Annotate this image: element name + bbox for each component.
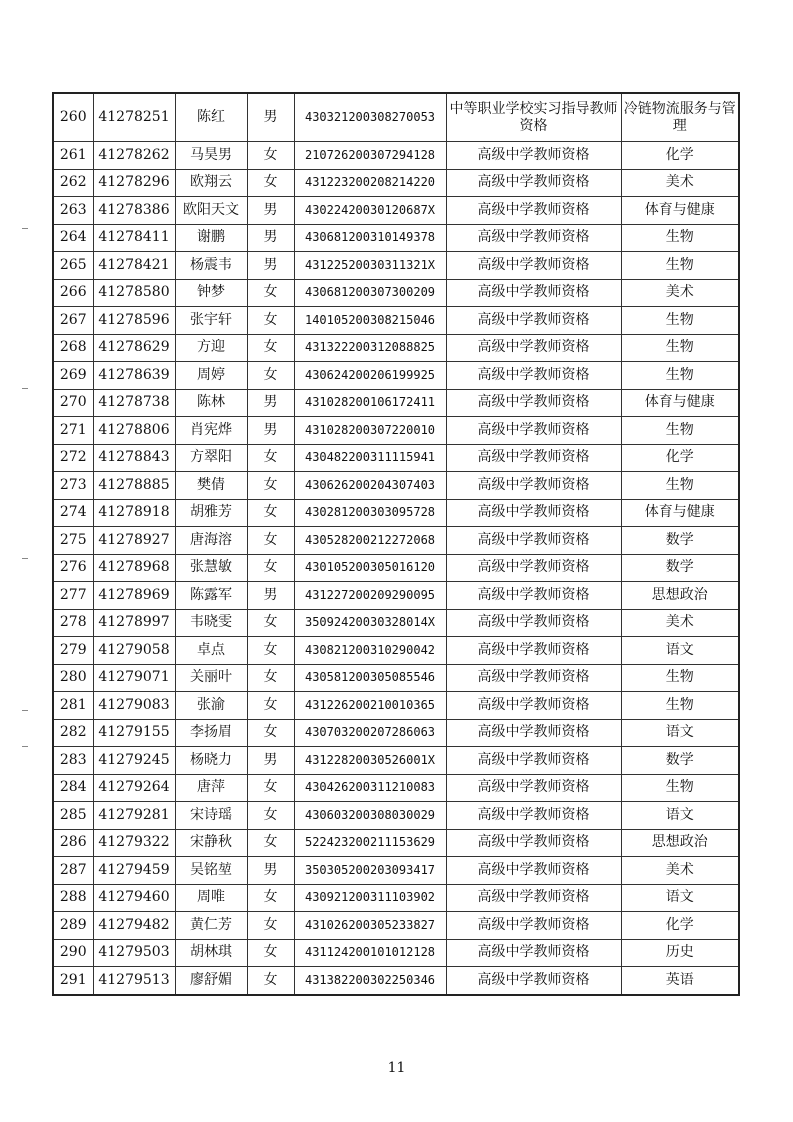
table-row [53, 252, 739, 280]
id-number-cell: 431028200307220010 [294, 417, 446, 445]
qualification-cell: 高级中学教师资格 [446, 224, 621, 252]
exam-id-cell: 41279281 [93, 802, 175, 830]
subject-cell: 生物 [621, 334, 739, 362]
name-cell: 杨震韦 [175, 252, 247, 280]
row-number-cell: 276 [53, 554, 93, 582]
id-number-cell: 431223200208214220 [294, 169, 446, 197]
table-row [53, 719, 739, 747]
gender-cell: 男 [247, 747, 294, 775]
gender-cell: 女 [247, 719, 294, 747]
subject-cell: 语文 [621, 719, 739, 747]
qualification-cell: 高级中学教师资格 [446, 829, 621, 857]
id-number-cell: 43122520030311321X [294, 252, 446, 280]
subject-cell: 美术 [621, 169, 739, 197]
name-cell: 宋诗瑶 [175, 802, 247, 830]
id-number-cell: 430482200311115941 [294, 444, 446, 472]
gender-cell: 女 [247, 967, 294, 995]
row-number-cell: 288 [53, 884, 93, 912]
row-number-cell: 278 [53, 609, 93, 637]
table-row [53, 417, 739, 445]
subject-cell: 思想政治 [621, 582, 739, 610]
page-number: 11 [387, 1060, 406, 1076]
row-number-cell: 291 [53, 967, 93, 995]
scan-edge-mark [22, 388, 28, 389]
table-row [53, 362, 739, 390]
qualification-cell: 高级中学教师资格 [446, 747, 621, 775]
name-cell: 樊倩 [175, 472, 247, 500]
scan-edge-mark [22, 746, 28, 747]
name-cell: 陈红 [175, 93, 247, 142]
name-cell: 马昊男 [175, 142, 247, 170]
table-row [53, 609, 739, 637]
exam-id-cell: 41278968 [93, 554, 175, 582]
qualification-cell: 高级中学教师资格 [446, 664, 621, 692]
qualification-cell: 高级中学教师资格 [446, 637, 621, 665]
row-number-cell: 273 [53, 472, 93, 500]
id-number-cell: 430821200310290042 [294, 637, 446, 665]
row-number-cell: 286 [53, 829, 93, 857]
row-number-cell: 265 [53, 252, 93, 280]
exam-id-cell: 41278969 [93, 582, 175, 610]
row-number-cell: 262 [53, 169, 93, 197]
table-row [53, 774, 739, 802]
subject-cell: 生物 [621, 472, 739, 500]
subject-cell: 生物 [621, 224, 739, 252]
subject-cell: 化学 [621, 912, 739, 940]
row-number-cell: 277 [53, 582, 93, 610]
subject-cell: 语文 [621, 884, 739, 912]
gender-cell: 女 [247, 912, 294, 940]
subject-cell: 化学 [621, 444, 739, 472]
table-row [53, 93, 739, 142]
table-row [53, 582, 739, 610]
subject-cell: 生物 [621, 252, 739, 280]
exam-id-cell: 41279155 [93, 719, 175, 747]
id-number-cell: 43022420030120687X [294, 197, 446, 225]
exam-id-cell: 41279058 [93, 637, 175, 665]
qualification-cell: 高级中学教师资格 [446, 692, 621, 720]
qualification-cell: 高级中学教师资格 [446, 417, 621, 445]
qualification-cell: 高级中学教师资格 [446, 499, 621, 527]
gender-cell: 女 [247, 142, 294, 170]
id-number-cell: 430603200308030029 [294, 802, 446, 830]
gender-cell: 男 [247, 93, 294, 142]
gender-cell: 男 [247, 252, 294, 280]
id-number-cell: 430624200206199925 [294, 362, 446, 390]
name-cell: 胡林琪 [175, 939, 247, 967]
qualification-cell: 高级中学教师资格 [446, 307, 621, 335]
subject-cell: 历史 [621, 939, 739, 967]
row-number-cell: 285 [53, 802, 93, 830]
name-cell: 周唯 [175, 884, 247, 912]
id-number-cell: 522423200211153629 [294, 829, 446, 857]
row-number-cell: 264 [53, 224, 93, 252]
subject-cell: 美术 [621, 857, 739, 885]
exam-id-cell: 41278251 [93, 93, 175, 142]
table-row [53, 169, 739, 197]
gender-cell: 女 [247, 554, 294, 582]
row-number-cell: 263 [53, 197, 93, 225]
scan-edge-mark [22, 228, 28, 229]
gender-cell: 女 [247, 939, 294, 967]
row-number-cell: 279 [53, 637, 93, 665]
table-row [53, 637, 739, 665]
gender-cell: 男 [247, 224, 294, 252]
id-number-cell: 430581200305085546 [294, 664, 446, 692]
qualification-cell: 高级中学教师资格 [446, 857, 621, 885]
id-number-cell: 350305200203093417 [294, 857, 446, 885]
subject-cell: 数学 [621, 747, 739, 775]
exam-id-cell: 41278596 [93, 307, 175, 335]
row-number-cell: 267 [53, 307, 93, 335]
id-number-cell: 210726200307294128 [294, 142, 446, 170]
gender-cell: 女 [247, 307, 294, 335]
table-row [53, 444, 739, 472]
exam-id-cell: 41279460 [93, 884, 175, 912]
id-number-cell: 431227200209290095 [294, 582, 446, 610]
id-number-cell: 43122820030526001X [294, 747, 446, 775]
gender-cell: 女 [247, 884, 294, 912]
gender-cell: 男 [247, 857, 294, 885]
name-cell: 唐海溶 [175, 527, 247, 555]
qualification-cell: 高级中学教师资格 [446, 609, 621, 637]
id-number-cell: 430105200305016120 [294, 554, 446, 582]
qualification-cell: 高级中学教师资格 [446, 719, 621, 747]
row-number-cell: 269 [53, 362, 93, 390]
exam-id-cell: 41279083 [93, 692, 175, 720]
name-cell: 张渝 [175, 692, 247, 720]
exam-id-cell: 41279482 [93, 912, 175, 940]
qualification-cell: 高级中学教师资格 [446, 554, 621, 582]
exam-id-cell: 41279245 [93, 747, 175, 775]
table-row [53, 857, 739, 885]
id-number-cell: 35092420030328014X [294, 609, 446, 637]
gender-cell: 女 [247, 664, 294, 692]
subject-cell: 语文 [621, 637, 739, 665]
exam-id-cell: 41278421 [93, 252, 175, 280]
table-row [53, 554, 739, 582]
row-number-cell: 283 [53, 747, 93, 775]
scan-edge-mark [22, 710, 28, 711]
table-row [53, 912, 739, 940]
table-row [53, 499, 739, 527]
exam-id-cell: 41278927 [93, 527, 175, 555]
gender-cell: 男 [247, 582, 294, 610]
table-row [53, 692, 739, 720]
scan-edge-mark [22, 558, 28, 559]
id-number-cell: 430426200311210083 [294, 774, 446, 802]
id-number-cell: 430921200311103902 [294, 884, 446, 912]
name-cell: 关丽叶 [175, 664, 247, 692]
gender-cell: 女 [247, 774, 294, 802]
subject-cell: 美术 [621, 609, 739, 637]
table-row [53, 939, 739, 967]
name-cell: 欧翔云 [175, 169, 247, 197]
exam-id-cell: 41279459 [93, 857, 175, 885]
exam-id-cell: 41279322 [93, 829, 175, 857]
exam-id-cell: 41278806 [93, 417, 175, 445]
name-cell: 廖舒媚 [175, 967, 247, 995]
row-number-cell: 261 [53, 142, 93, 170]
row-number-cell: 270 [53, 389, 93, 417]
row-number-cell: 289 [53, 912, 93, 940]
table-row [53, 389, 739, 417]
subject-cell: 英语 [621, 967, 739, 995]
table-row [53, 967, 739, 995]
id-number-cell: 431026200305233827 [294, 912, 446, 940]
subject-cell: 生物 [621, 307, 739, 335]
name-cell: 陈露军 [175, 582, 247, 610]
exam-id-cell: 41278738 [93, 389, 175, 417]
row-number-cell: 260 [53, 93, 93, 142]
subject-cell: 体育与健康 [621, 499, 739, 527]
name-cell: 吴铭堃 [175, 857, 247, 885]
name-cell: 胡雅芳 [175, 499, 247, 527]
subject-cell: 生物 [621, 362, 739, 390]
gender-cell: 女 [247, 444, 294, 472]
id-number-cell: 431028200106172411 [294, 389, 446, 417]
name-cell: 谢鹏 [175, 224, 247, 252]
qualification-cell: 中等职业学校实习指导教师资格 [446, 93, 621, 142]
exam-id-cell: 41279264 [93, 774, 175, 802]
subject-cell: 数学 [621, 527, 739, 555]
gender-cell: 女 [247, 829, 294, 857]
subject-cell: 生物 [621, 417, 739, 445]
qualification-cell: 高级中学教师资格 [446, 444, 621, 472]
subject-cell: 体育与健康 [621, 197, 739, 225]
id-number-cell: 431322200312088825 [294, 334, 446, 362]
table-row [53, 334, 739, 362]
gender-cell: 女 [247, 692, 294, 720]
table-row [53, 472, 739, 500]
qualification-cell: 高级中学教师资格 [446, 802, 621, 830]
id-number-cell: 430321200308270053 [294, 93, 446, 142]
gender-cell: 男 [247, 389, 294, 417]
exam-id-cell: 41278639 [93, 362, 175, 390]
name-cell: 张慧敏 [175, 554, 247, 582]
exam-id-cell: 41278580 [93, 279, 175, 307]
subject-cell: 冷链物流服务与管理 [621, 93, 739, 142]
id-number-cell: 140105200308215046 [294, 307, 446, 335]
qualification-cell: 高级中学教师资格 [446, 389, 621, 417]
id-number-cell: 430681200310149378 [294, 224, 446, 252]
exam-id-cell: 41278411 [93, 224, 175, 252]
name-cell: 卓点 [175, 637, 247, 665]
row-number-cell: 280 [53, 664, 93, 692]
exam-id-cell: 41278296 [93, 169, 175, 197]
subject-cell: 思想政治 [621, 829, 739, 857]
qualification-cell: 高级中学教师资格 [446, 169, 621, 197]
table-row [53, 747, 739, 775]
id-number-cell: 431226200210010365 [294, 692, 446, 720]
exam-id-cell: 41279513 [93, 967, 175, 995]
exam-id-cell: 41278885 [93, 472, 175, 500]
name-cell: 陈林 [175, 389, 247, 417]
exam-id-cell: 41278843 [93, 444, 175, 472]
exam-id-cell: 41279071 [93, 664, 175, 692]
subject-cell: 美术 [621, 279, 739, 307]
qualification-cell: 高级中学教师资格 [446, 334, 621, 362]
subject-cell: 生物 [621, 774, 739, 802]
row-number-cell: 284 [53, 774, 93, 802]
qualification-cell: 高级中学教师资格 [446, 252, 621, 280]
gender-cell: 男 [247, 417, 294, 445]
gender-cell: 女 [247, 637, 294, 665]
qualification-cell: 高级中学教师资格 [446, 472, 621, 500]
qualification-cell: 高级中学教师资格 [446, 774, 621, 802]
subject-cell: 生物 [621, 664, 739, 692]
qualification-cell: 高级中学教师资格 [446, 884, 621, 912]
name-cell: 方翠阳 [175, 444, 247, 472]
subject-cell: 生物 [621, 692, 739, 720]
table-row [53, 884, 739, 912]
table-row [53, 829, 739, 857]
name-cell: 周婷 [175, 362, 247, 390]
id-number-cell: 430528200212272068 [294, 527, 446, 555]
subject-cell: 数学 [621, 554, 739, 582]
qualification-cell: 高级中学教师资格 [446, 197, 621, 225]
table-row [53, 142, 739, 170]
qualification-cell: 高级中学教师资格 [446, 279, 621, 307]
row-number-cell: 272 [53, 444, 93, 472]
exam-id-cell: 41278997 [93, 609, 175, 637]
subject-cell: 体育与健康 [621, 389, 739, 417]
qualification-cell: 高级中学教师资格 [446, 912, 621, 940]
qualification-cell: 高级中学教师资格 [446, 362, 621, 390]
gender-cell: 女 [247, 334, 294, 362]
table-row [53, 527, 739, 555]
qualification-cell: 高级中学教师资格 [446, 939, 621, 967]
gender-cell: 女 [247, 472, 294, 500]
gender-cell: 男 [247, 197, 294, 225]
exam-id-cell: 41278918 [93, 499, 175, 527]
gender-cell: 女 [247, 499, 294, 527]
qualification-cell: 高级中学教师资格 [446, 582, 621, 610]
table-row [53, 664, 739, 692]
name-cell: 黄仁芳 [175, 912, 247, 940]
exam-id-cell: 41278629 [93, 334, 175, 362]
row-number-cell: 268 [53, 334, 93, 362]
id-number-cell: 431124200101012128 [294, 939, 446, 967]
name-cell: 唐萍 [175, 774, 247, 802]
gender-cell: 女 [247, 279, 294, 307]
row-number-cell: 282 [53, 719, 93, 747]
id-number-cell: 430703200207286063 [294, 719, 446, 747]
subject-cell: 语文 [621, 802, 739, 830]
name-cell: 肖宪烨 [175, 417, 247, 445]
id-number-cell: 431382200302250346 [294, 967, 446, 995]
table-row [53, 224, 739, 252]
table-row [53, 197, 739, 225]
qualification-list-table [52, 92, 740, 996]
qualification-cell: 高级中学教师资格 [446, 142, 621, 170]
gender-cell: 女 [247, 609, 294, 637]
table-row [53, 802, 739, 830]
row-number-cell: 287 [53, 857, 93, 885]
exam-id-cell: 41278386 [93, 197, 175, 225]
qualification-cell: 高级中学教师资格 [446, 967, 621, 995]
id-number-cell: 430626200204307403 [294, 472, 446, 500]
name-cell: 宋静秋 [175, 829, 247, 857]
gender-cell: 女 [247, 802, 294, 830]
name-cell: 韦晓雯 [175, 609, 247, 637]
name-cell: 方迎 [175, 334, 247, 362]
table-row [53, 279, 739, 307]
exam-id-cell: 41278262 [93, 142, 175, 170]
id-number-cell: 430281200303095728 [294, 499, 446, 527]
table-row [53, 307, 739, 335]
name-cell: 钟梦 [175, 279, 247, 307]
name-cell: 杨晓力 [175, 747, 247, 775]
gender-cell: 女 [247, 527, 294, 555]
row-number-cell: 275 [53, 527, 93, 555]
gender-cell: 女 [247, 362, 294, 390]
row-number-cell: 271 [53, 417, 93, 445]
row-number-cell: 266 [53, 279, 93, 307]
name-cell: 欧阳天文 [175, 197, 247, 225]
name-cell: 李扬眉 [175, 719, 247, 747]
name-cell: 张宇轩 [175, 307, 247, 335]
gender-cell: 女 [247, 169, 294, 197]
row-number-cell: 274 [53, 499, 93, 527]
subject-cell: 化学 [621, 142, 739, 170]
qualification-cell: 高级中学教师资格 [446, 527, 621, 555]
id-number-cell: 430681200307300209 [294, 279, 446, 307]
exam-id-cell: 41279503 [93, 939, 175, 967]
row-number-cell: 281 [53, 692, 93, 720]
row-number-cell: 290 [53, 939, 93, 967]
